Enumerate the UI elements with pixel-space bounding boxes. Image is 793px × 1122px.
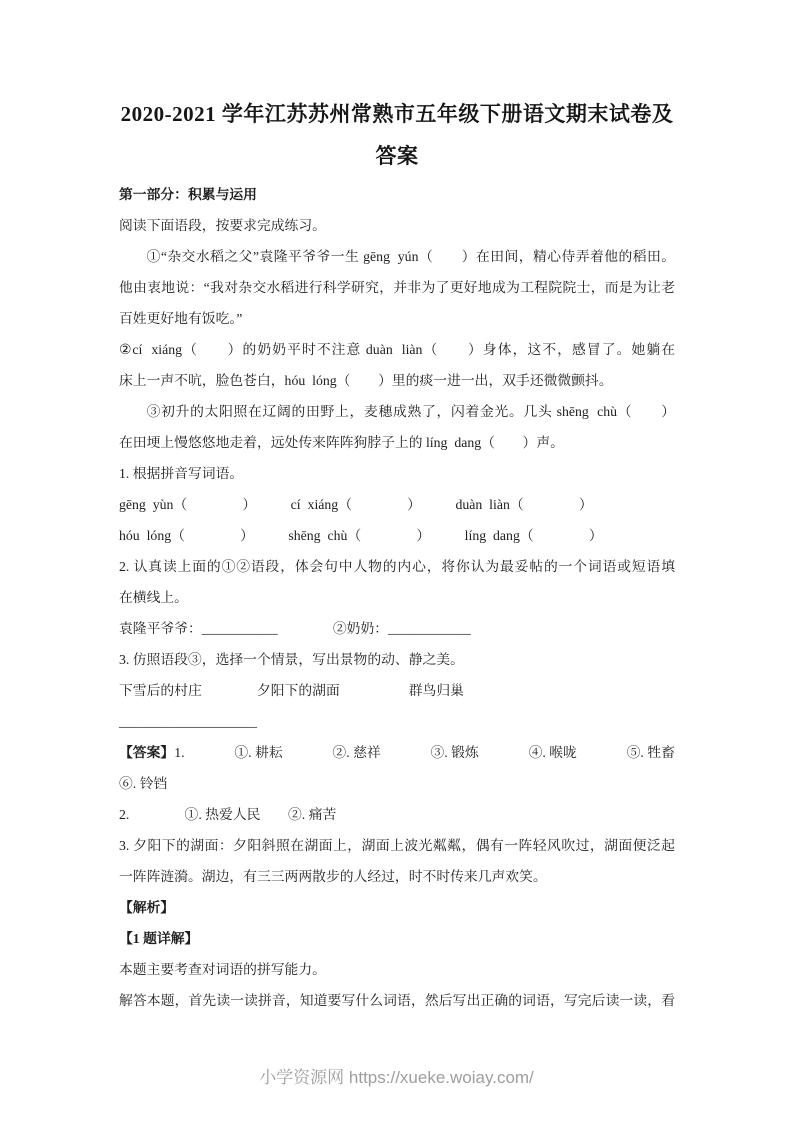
analysis-body-line2: 解答本题，首先读一读拼音，知道要写什么词语，然后写出正确的词语，写完后读一读，看: [119, 993, 675, 1008]
answer-q1-item-5: ⑤. 牲畜: [626, 745, 675, 760]
question-1-pinyin-row-1: gēng yùn（ ） cí xiáng（ ） duàn liàn（ ）: [119, 497, 593, 512]
question-1-stem: 1. 根据拼音写词语。: [119, 466, 244, 481]
answer-q1-item-3: ③. 锻炼: [430, 745, 479, 760]
passage-intro: 阅读下面语段，按要求完成练习。: [119, 218, 326, 233]
section-heading: 第一部分：积累与运用: [119, 187, 257, 202]
page-title: [119, 93, 675, 177]
passage-para3-line1: ③初升的太阳照在辽阔的田野上，麦穗成熟了，闪着金光。几头 shēng chù（ ）: [146, 404, 675, 419]
footer-site-text: 小学资源网 https://xueke.woiay.com/: [259, 1068, 534, 1087]
passage-para2-line2: 床上一声不吭，脸色苍白，hóu lóng（ ）里的痰一进一出，双手还微微颤抖。: [119, 373, 613, 388]
answer-label: 【答案】: [119, 745, 175, 760]
question-3-answer-blank-line: ____________________: [119, 714, 257, 729]
answer-q3-line2: 一阵阵涟漪。湖边，有三三两两散步的人经过，时不时传来几声欢笑。: [119, 869, 547, 884]
question-2-stem-line1: 2. 认真读上面的①②语段，体会句中人物的内心，将你认为最妥帖的一个词语或短语填: [119, 559, 675, 574]
passage-para2-line1: ②cí xiáng（ ）的奶奶平时不注意 duàn liàn（ ）身体，这不，感冒了。她躺在: [119, 342, 675, 357]
answer-q1-item-6: ⑥. 铃铛: [119, 776, 168, 791]
analysis-heading: 【解析】: [119, 900, 175, 915]
title-line-1: 2020-2021 学年江苏苏州常熟市五年级下册语文期末试卷及: [120, 102, 674, 126]
passage-para1-line1: ①“杂交水稻之父”袁隆平爷爷一生 gēng yún（ ）在田间，精心侍弄着他的稻田。: [146, 249, 675, 264]
answer-q1-item-1: ①. 耕耘: [234, 745, 283, 760]
analysis-q1-heading: 【1 题详解】: [119, 931, 199, 946]
question-3-stem: 3. 仿照语段③，选择一个情景，写出景物的动、静之美。: [119, 652, 464, 667]
footer-watermark: [0, 1063, 793, 1088]
question-3-options-row: 下雪后的村庄 夕阳下的湖面 群鸟归巢: [119, 683, 464, 698]
answer-label-group: [119, 737, 185, 768]
question-2-stem-line2: 在横线上。: [119, 590, 188, 605]
answer-q2-row: 2. ①. 热爱人民 ②. 痛苦: [119, 807, 337, 822]
passage-para1-line2: 他由衷地说：“我对杂交水稻进行科学研究，并非为了更好地成为工程院院士，而是为让老: [119, 280, 675, 295]
answer-q3-line1: 3. 夕阳下的湖面：夕阳斜照在湖面上，湖面上波光粼粼，偶有一阵轻风吹过，湖面便泛起: [119, 838, 675, 853]
answer-q1-item-4: ④. 喉咙: [528, 745, 577, 760]
question-1-pinyin-row-2: hóu lóng（ ） shēng chù（ ） líng dang（ ）: [119, 528, 603, 543]
title-line-2: 答案: [375, 144, 419, 168]
answer-q1-row: [119, 737, 675, 768]
passage-para1-line3: 百姓更好地有饭吃。”: [119, 311, 243, 326]
passage-para3-line2: 在田埂上慢悠悠地走着，远处传来阵阵狗脖子上的 líng dang（ ）声。: [119, 435, 564, 450]
answer-q1-number: 1.: [174, 745, 185, 760]
analysis-body-line1: 本题主要考查对词语的拼写能力。: [119, 962, 326, 977]
question-2-fill-blanks-row: 袁隆平爷爷：___________ ②奶奶：____________: [119, 621, 471, 636]
answer-q1-item-2: ②. 慈祥: [332, 745, 381, 760]
